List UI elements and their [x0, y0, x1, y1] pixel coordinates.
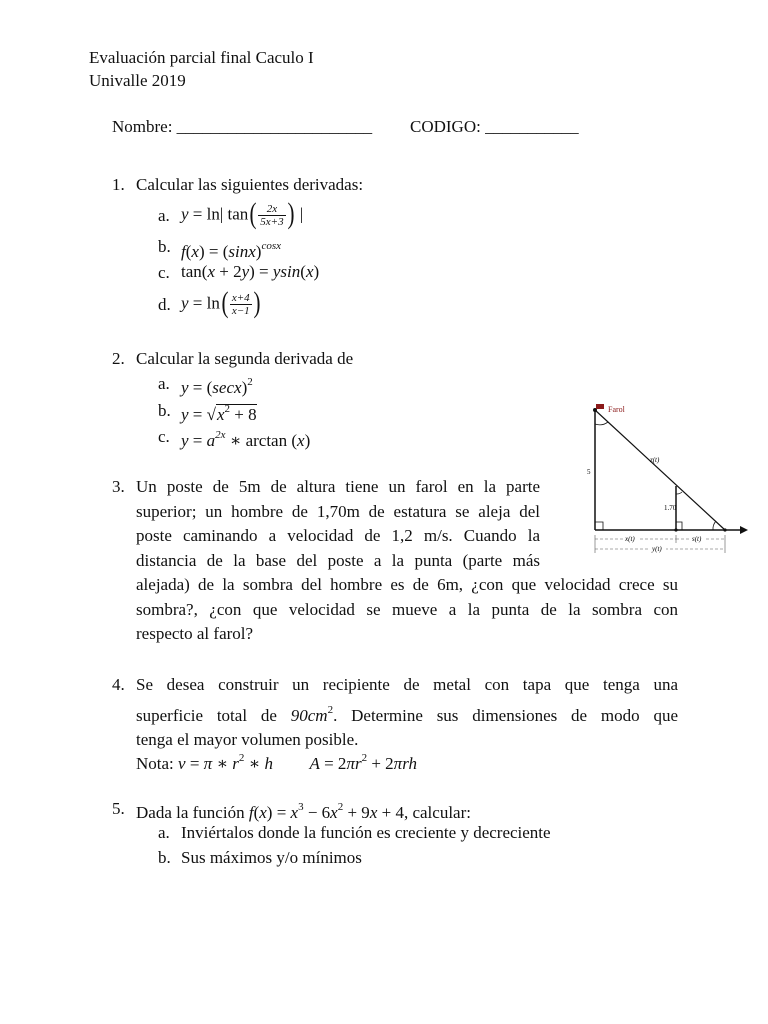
question-4-line-2-pre: superficie total de	[136, 705, 291, 725]
question-3-line-1: Un poste de 5m de altura tiene un farol en la parte	[136, 477, 540, 496]
man-angle-arc	[676, 492, 682, 494]
question-2a-label: a.	[158, 374, 170, 393]
document-title: Evaluación parcial final Caculo I	[89, 48, 314, 67]
question-4-area-formula: $A = 2\pi r^2 + 2\pi rh$	[309, 752, 417, 773]
question-3-line-3: poste caminando a velocidad de 1,2 m/s. Cuando la	[136, 526, 540, 545]
top-angle-arc	[595, 422, 608, 425]
question-2b-label: b.	[158, 401, 171, 420]
question-5-number: 5.	[112, 799, 125, 818]
question-1b-formula: $f(x) = (\sin x)^{cosx}$	[181, 240, 281, 261]
lamp-icon	[596, 404, 604, 409]
question-1d-label: d.	[158, 295, 171, 314]
question-3-full-text	[136, 573, 678, 647]
question-5-post: , calcular:	[403, 803, 471, 822]
question-3-line-5: alejada) de la sombra del hombre es de 6m, ¿con que velocidad crece su	[136, 575, 678, 594]
question-3-wrapped-text	[136, 475, 540, 573]
shadow-diagram	[580, 400, 750, 560]
s-label: s(t)	[692, 535, 702, 543]
x-label: x(t)	[625, 535, 635, 543]
question-3-number: 3.	[112, 477, 125, 496]
height-label: 5	[587, 468, 591, 476]
question-4-line-2-post: . Determine sus dimensiones de modo que	[333, 705, 678, 725]
z-label: z(t)	[650, 456, 660, 464]
bottom-angle-arc	[713, 521, 716, 530]
question-3-line-4: distancia de la base del poste a la punta (parte más	[136, 550, 540, 570]
question-2b-formula: $y = √x^2 + 8$	[181, 403, 257, 424]
question-5a-text: Inviértalos donde la función es creciente y decreciente	[181, 823, 551, 842]
question-1a-label: a.	[158, 206, 170, 225]
question-1c-formula: tan(x + 2y) = ysin(x)	[181, 262, 320, 281]
question-4-volume-formula: v = π ∗ $r^2$ ∗ h	[178, 752, 273, 773]
question-1-text: Calcular las siguientes derivadas:	[136, 175, 364, 194]
question-4-note-label: Nota:	[136, 754, 174, 773]
question-4-text	[136, 673, 678, 753]
question-4-line-3: tenga el mayor volumen posible.	[136, 730, 359, 749]
shadow-tip-point	[723, 528, 726, 531]
question-2c-label: c.	[158, 427, 170, 446]
question-5a-label: a.	[158, 823, 170, 842]
question-3-line-7: respecto al farol?	[136, 624, 254, 643]
question-3-line-2: superior; un hombre de 1,70m de estatura se aleja del	[136, 501, 540, 521]
question-2-number: 2.	[112, 349, 125, 368]
ground-arrow	[740, 526, 748, 534]
document-subtitle: Univalle 2019	[89, 71, 186, 90]
question-4-line-2: superficie total de $90cm^2$. Determine sus dimensiones de modo que	[136, 703, 678, 725]
question-5b-label: b.	[158, 848, 171, 867]
question-2a-formula: $y = (\sec x)^2$	[181, 376, 253, 397]
code-field: CODIGO: ___________	[410, 117, 579, 136]
farol-label: Farol	[608, 405, 625, 414]
question-5-pre: Dada la función	[136, 803, 249, 822]
question-4-area-value: 90cm	[290, 705, 328, 725]
question-1-number: 1.	[112, 175, 125, 194]
question-2c-formula: $y = a^{2x}$ ∗ arctan (x)	[181, 429, 311, 450]
question-5-text	[136, 797, 471, 823]
question-5-function: $f(x) = x^3 - 6x^2 + 9x + 4$	[248, 801, 404, 822]
question-1d-formula: y = ln( $\frac{x+4}{x-1}$ )	[181, 285, 261, 319]
man-foot-point	[674, 528, 677, 531]
question-4-number: 4.	[112, 675, 125, 694]
man-height-label: 1.70	[664, 504, 677, 512]
question-5b-text: Sus máximos y/o mínimos	[181, 848, 362, 867]
light-ray	[595, 410, 725, 530]
name-field: Nombre: _______________________	[112, 117, 373, 136]
pole-right-angle	[595, 522, 603, 530]
question-4-note	[136, 748, 417, 774]
y-label: y(t)	[652, 545, 662, 553]
question-2-text: Calcular la segunda derivada de	[136, 349, 354, 368]
question-1b-label: b.	[158, 237, 171, 256]
question-3-line-6: sombra?, ¿con que velocidad se mueve a la punta de la sombra con	[136, 599, 678, 619]
question-1c-label: c.	[158, 263, 170, 282]
question-1a-formula: y = ln| tan( $\frac{2x}{5x+3}$ ) |	[181, 196, 304, 230]
question-4-line-1: Se desea construir un recipiente de metal con tapa que tenga una	[136, 675, 678, 694]
